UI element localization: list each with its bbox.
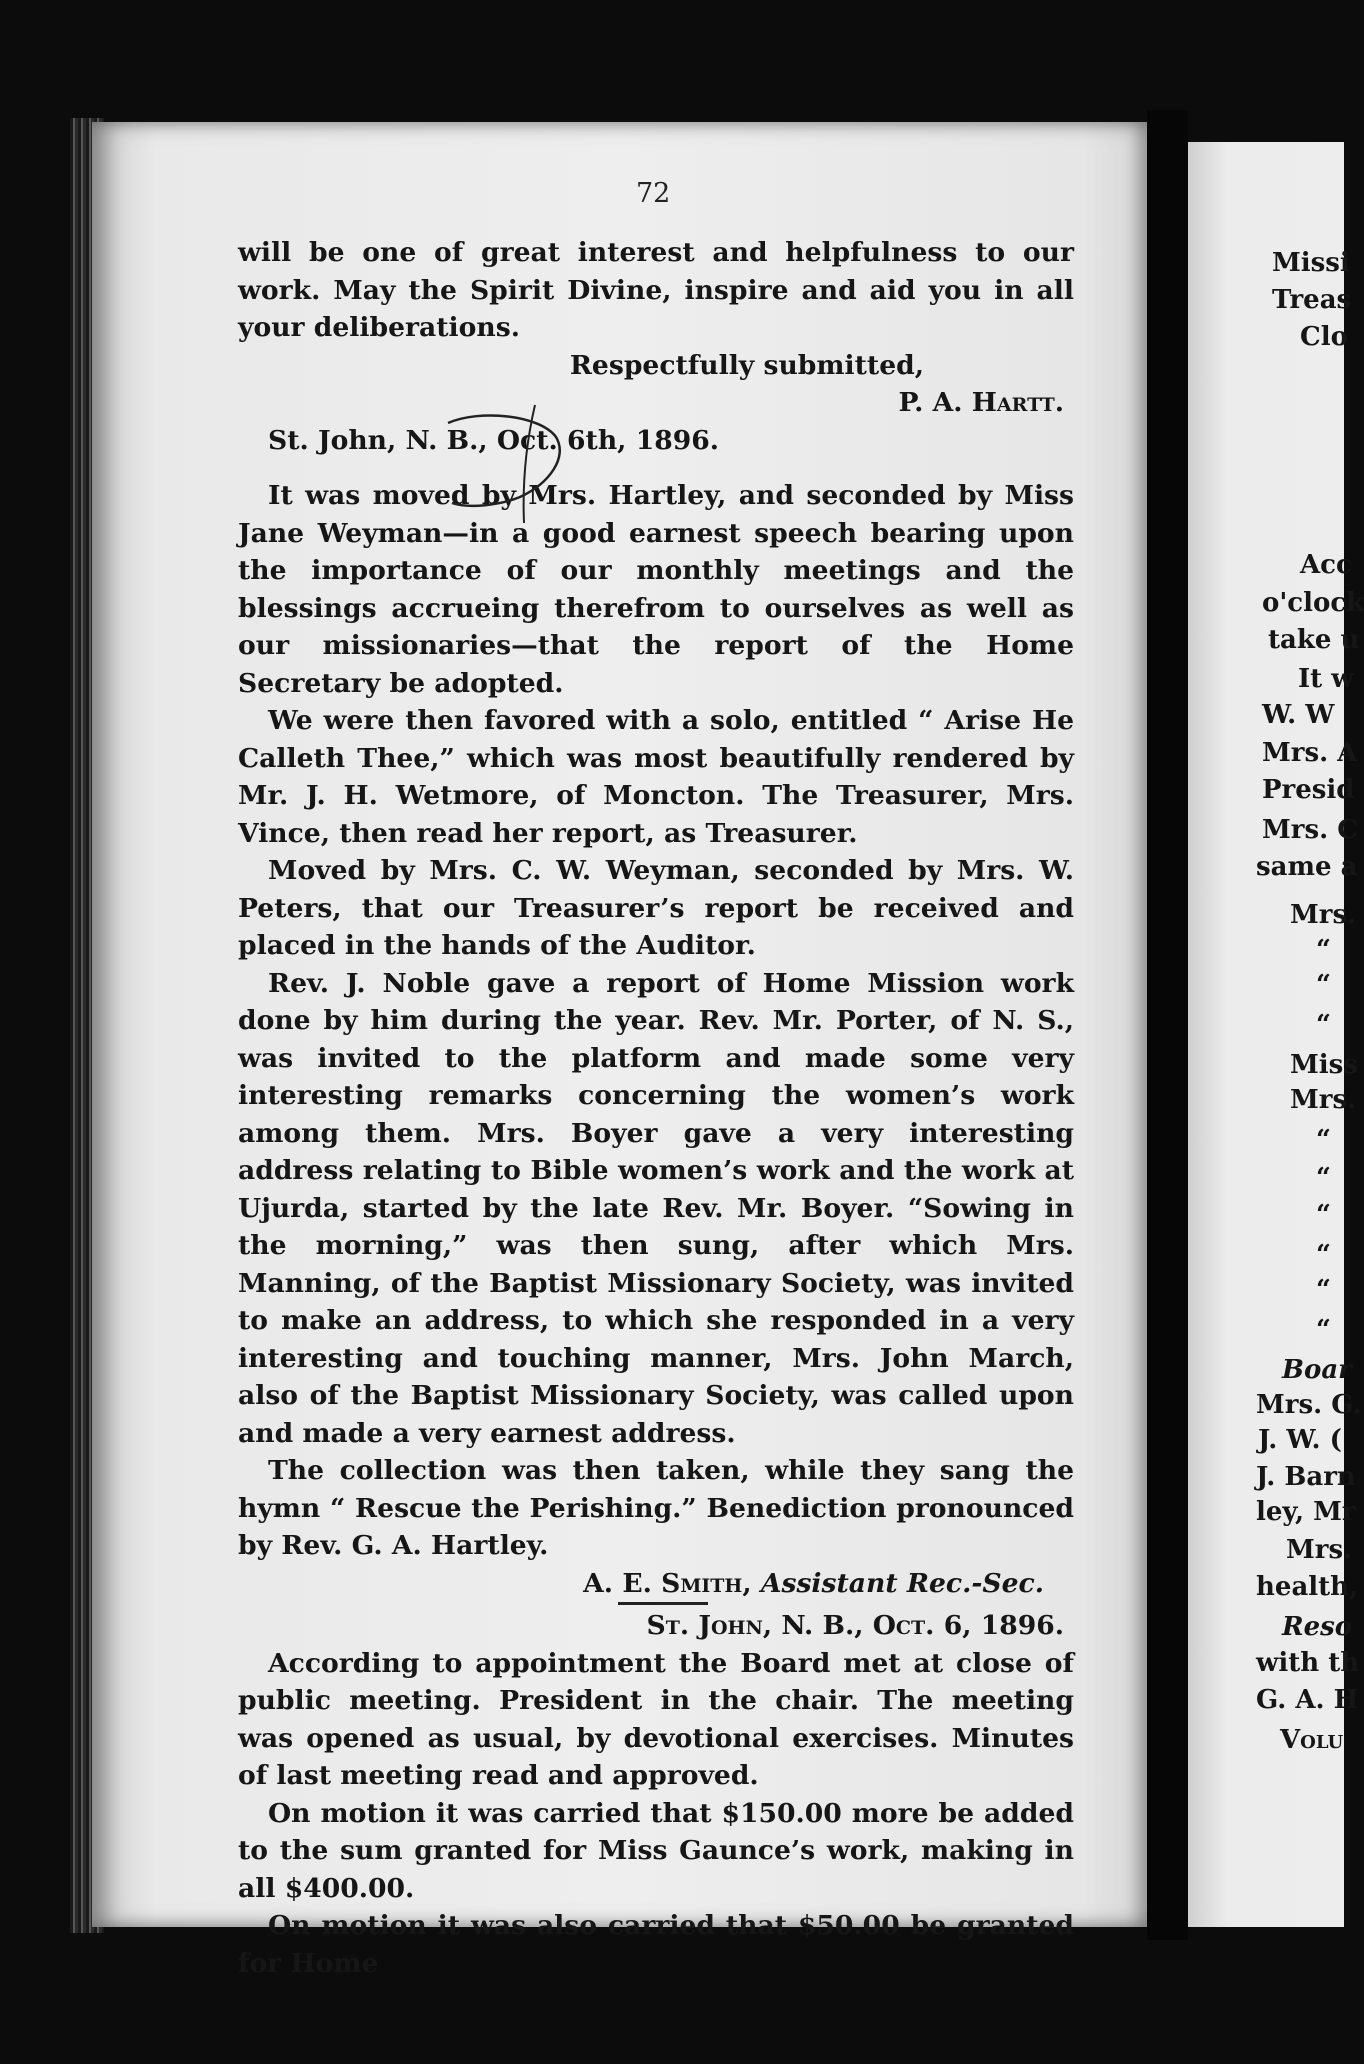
right-page-fragment-line: take u [1268, 625, 1360, 655]
right-page-fragment-line: Mrs. [1290, 900, 1357, 930]
main-text-block [238, 234, 1074, 1982]
right-page-fragment-line: J. Barn [1256, 1462, 1356, 1492]
signature-hartt: P. A. Hartt. [898, 387, 1064, 418]
paragraph-moved: It was moved by Mrs. Hartley, and seconded by Miss Jane Weyman—in a good earnest speech bearing upon the importance of our monthly meetings and the blessings accrueing therefrom to ourselves as well as our missionaries—that the report of the Home Secretary be adopted. [238, 480, 1074, 699]
right-page-fragment-line: ley, Mr [1256, 1497, 1356, 1527]
right-page-fragment-line: Clo [1300, 322, 1348, 352]
right-page-fragment-line: “ [1316, 1163, 1331, 1193]
signature-smith-name: A. E. Smith, [583, 1567, 752, 1599]
right-page-fragment-line: It w [1298, 664, 1354, 694]
signature-smith [238, 1565, 1074, 1603]
right-page-fragment-line: “ [1316, 1200, 1331, 1230]
place-date-1: St. John, N. B., Oct. 6th, 1896. [268, 424, 719, 456]
right-page-fragment-line: Acc [1300, 550, 1352, 580]
right-page-fragment-line: Mrs. A [1262, 738, 1358, 768]
right-page-fragment-line: Mrs. [1286, 1535, 1353, 1565]
paragraph-noble: Rev. J. Noble gave a report of Home Mission work done by him during the year. Rev. Mr. Porter, of N. S., was invited to the platform and made some very interesting remarks concerning the women’s work among them. Mrs. Boyer gave a very interesting address relating to Bible women’s work and the work at Ujurda, started by the late Rev. Mr. Boyer. “Sowing in the morning,” was then sung, after which Mrs. Manning, of the Baptist Missionary Society, was invited to make an address, to which she responded in a very interesting and touching manner, Mrs. John March, also of the Baptist Missionary Society, was called upon and made a very earnest address. [238, 967, 1074, 1449]
right-page-fragment-line: Volu [1280, 1725, 1344, 1755]
right-page-fragment-line: Mrs. C [1262, 815, 1358, 845]
paragraph-moved-2: Moved by Mrs. C. W. Weyman, seconded by Mrs. W. Peters, that our Treasurer’s report be received and placed in the hands of the Auditor. [238, 855, 1074, 961]
paragraph-top: will be one of great interest and helpfulness to our work. May the Spirit Divine, inspire and aid you in all your deliberations. [238, 237, 1074, 343]
right-page-fragment-line: Mrs. [1290, 1085, 1357, 1115]
place-date-2: St. John, N. B., Oct. 6, 1896. [646, 1610, 1064, 1641]
right-page-fragment-line: “ [1316, 1125, 1331, 1155]
right-page-fragment-line: Reso [1282, 1612, 1353, 1642]
right-page-fragment-line: Presid [1262, 775, 1355, 805]
section-divider [618, 1602, 708, 1605]
book-gutter [1147, 110, 1188, 1940]
right-page-fragment-line: G. A. H [1256, 1685, 1359, 1715]
right-page-fragment-line: Missi [1272, 248, 1350, 278]
paragraph-motion-2: On motion it was also carried that $50.00 be granted for Home [238, 1910, 1074, 1979]
paragraph-solo: We were then favored with a solo, entitled “ Arise He Calleth Thee,” which was most beautifully rendered by Mr. J. H. Wetmore, of Moncton. The Treasurer, Mrs. Vince, then read her report, as Treasurer. [238, 705, 1074, 849]
right-page-fragment-line: “ [1316, 1275, 1331, 1305]
page-number: 72 [636, 178, 671, 209]
respectfully-line: Respectfully submitted, [569, 349, 924, 381]
paragraph-motion-1: On motion it was carried that $150.00 more be added to the sum granted for Miss Gaunce’s work, making in all $400.00. [238, 1797, 1074, 1904]
right-page-fragment-line: same a [1256, 852, 1358, 882]
right-page-fragment-line: health, [1256, 1572, 1359, 1602]
right-page-fragment-line: “ [1316, 935, 1331, 965]
right-page-fragment-line: “ [1316, 970, 1331, 1000]
signature-smith-title: Assistant Rec.-Sec. [760, 1567, 1044, 1599]
right-page-fragment-line: J. W. ( [1258, 1425, 1342, 1455]
right-page-fragment-line: “ [1316, 1240, 1331, 1270]
right-page-fragment-line: Mrs. G. [1256, 1390, 1362, 1420]
right-page-fragment-line: Treas [1272, 285, 1352, 315]
right-page-fragment-line: with th [1256, 1648, 1360, 1678]
right-page-fragment-line: “ [1316, 1010, 1331, 1040]
right-page-fragment-line: “ [1316, 1315, 1331, 1345]
paragraph-collection: The collection was then taken, while they sang the hymn “ Rescue the Perishing.” Benediction pronounced by Rev. G. A. Hartley. [238, 1455, 1074, 1561]
right-page-fragment-line: o'clock [1262, 588, 1364, 618]
right-page-fragment-line: W. W [1262, 700, 1335, 730]
right-page-fragment-line: Boar [1282, 1355, 1352, 1385]
right-page-fragment-line: Miss [1290, 1050, 1358, 1080]
paragraph-board: According to appointment the Board met at close of public meeting. President in the chair. The meeting was opened as usual, by devotional exercises. Minutes of last meeting read and approved. [238, 1647, 1074, 1791]
